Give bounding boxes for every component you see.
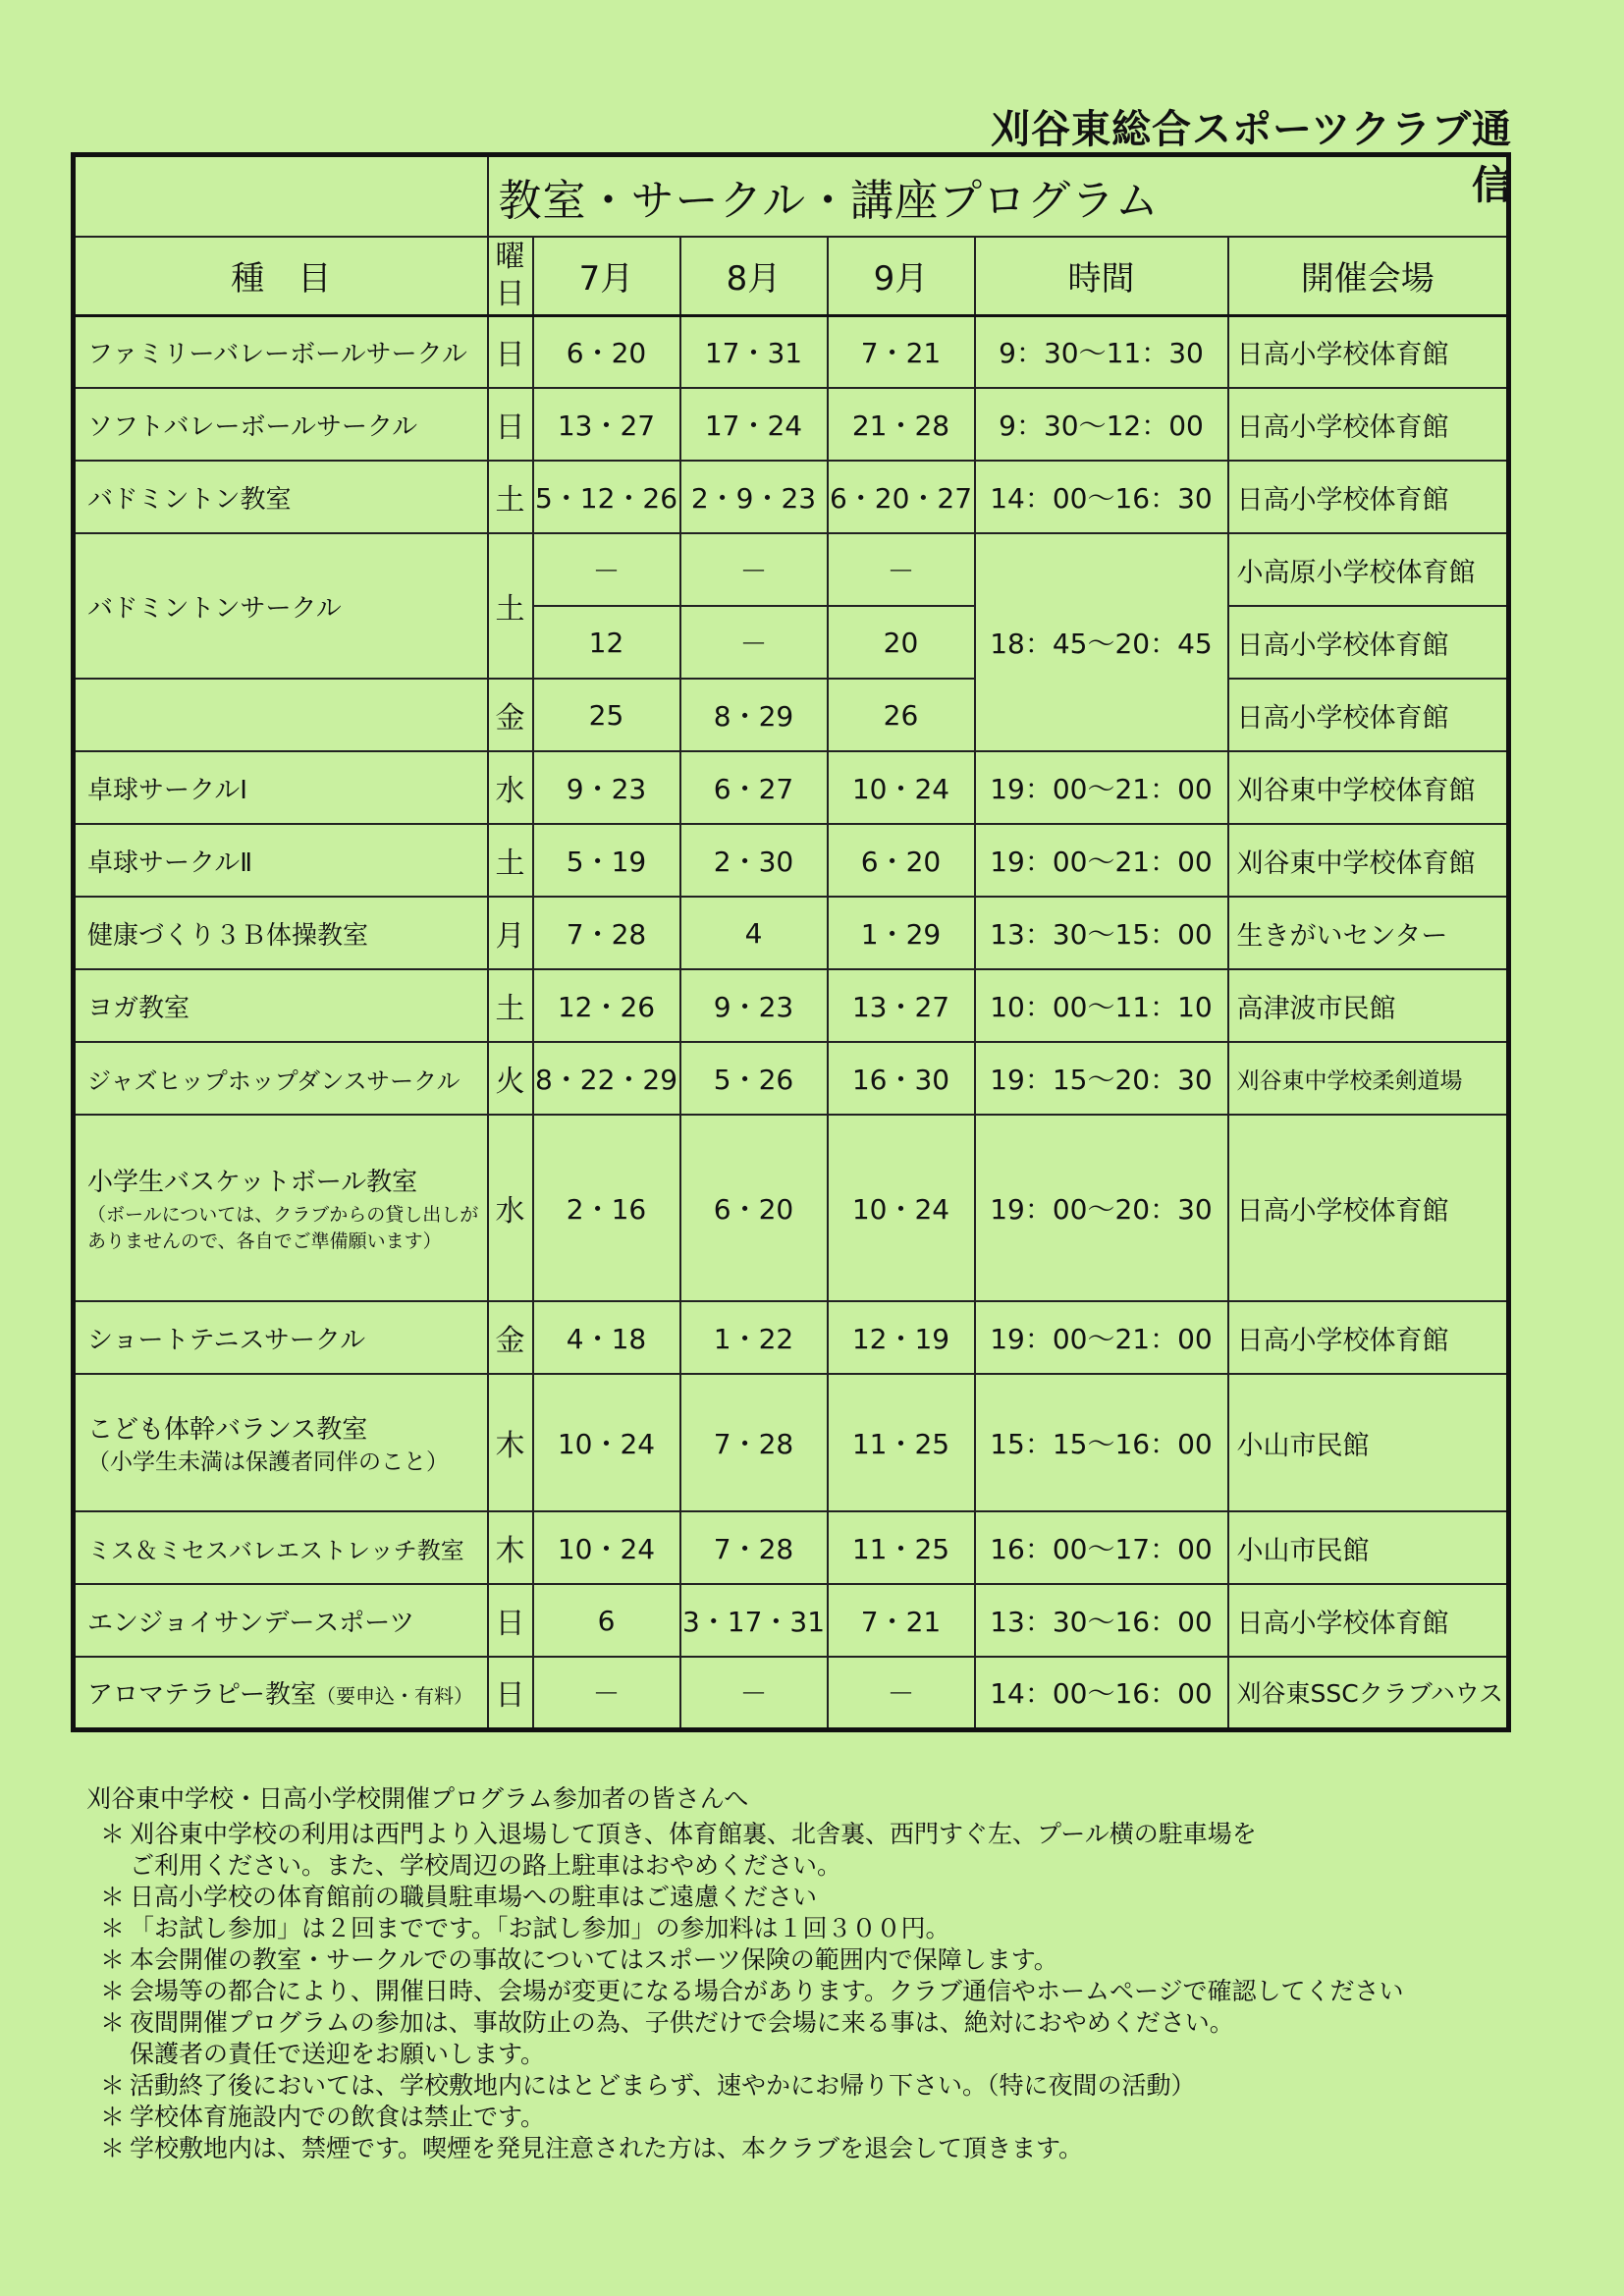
program-title: アロマテラピー教室 — [87, 1679, 316, 1710]
september-dates: 21・28 — [828, 388, 975, 461]
note-item — [86, 2133, 1520, 2164]
program-title: 小学生バスケットボール教室 — [87, 1167, 418, 1197]
note-text: 学校敷地内は、禁煙です。喫煙を発見注意された方は、本クラブを退会して頂きます。 — [130, 2134, 1084, 2162]
venue: 小山市民館 — [1228, 1374, 1509, 1511]
september-dates: 7・21 — [828, 315, 975, 388]
table-row — [74, 315, 1509, 388]
note-item — [86, 1944, 1520, 1976]
venue: 刈谷東中学校体育館 — [1228, 824, 1509, 897]
day-of-week: 日 — [488, 1584, 533, 1657]
september-dates: 11・25 — [828, 1511, 975, 1584]
program-name: 卓球サークルⅠ — [74, 751, 488, 824]
asterisk-bullet: ＊ — [100, 2103, 126, 2131]
note-text: ご利用ください。また、学校周辺の路上駐車はおやめください。 — [130, 1851, 842, 1880]
time-range: 19：15～20：30 — [975, 1042, 1228, 1115]
asterisk-bullet: ＊ — [100, 1883, 126, 1911]
july-dates: 6・20 — [533, 315, 680, 388]
time-range: 10：00～11：10 — [975, 969, 1228, 1042]
time-range: 13：30～15：00 — [975, 897, 1228, 969]
time-range: 9：30～12：00 — [975, 388, 1228, 461]
july-dates: 7・28 — [533, 897, 680, 969]
september-dates: 6・20・27 — [828, 461, 975, 533]
time-range: 19：00～21：00 — [975, 751, 1228, 824]
venue: 刈谷東中学校体育館 — [1228, 751, 1509, 824]
program-name: バドミントン教室 — [74, 461, 488, 533]
program-note: （ボールについては、クラブからの貸し出しが — [87, 1203, 479, 1226]
venue: 小高原小学校体育館 — [1228, 533, 1509, 606]
september-dates: 10・24 — [828, 751, 975, 824]
program-name: ショートテニスサークル — [74, 1301, 488, 1374]
venue: 日高小学校体育館 — [1228, 1301, 1509, 1374]
program-name — [74, 1374, 488, 1511]
time-range: 13：30～16：00 — [975, 1584, 1228, 1657]
venue: 刈谷東SSCクラブハウス — [1228, 1657, 1509, 1729]
august-dates: － — [680, 606, 828, 679]
august-dates: 7・28 — [680, 1511, 828, 1584]
program-name: エンジョイサンデースポーツ — [74, 1584, 488, 1657]
july-dates: 2・16 — [533, 1115, 680, 1301]
day-of-week: 木 — [488, 1511, 533, 1584]
day-of-week: 水 — [488, 1115, 533, 1301]
september-dates: 20 — [828, 606, 975, 679]
program-note: ありませんので、各自でご準備願います） — [87, 1230, 442, 1252]
program-name: ミス＆ミセスバレエストレッチ教室 — [74, 1511, 488, 1584]
september-dates: 12・19 — [828, 1301, 975, 1374]
table-row — [74, 1301, 1509, 1374]
july-dates: 6 — [533, 1584, 680, 1657]
july-dates: 4・18 — [533, 1301, 680, 1374]
venue: 生きがいセンター — [1228, 897, 1509, 969]
day-of-week: 日 — [488, 315, 533, 388]
program-note: （小学生未満は保護者同伴のこと） — [87, 1449, 449, 1475]
table-row — [74, 1511, 1509, 1584]
header-day: 曜 日 — [488, 237, 533, 315]
august-dates: 9・23 — [680, 969, 828, 1042]
table-row — [74, 1584, 1509, 1657]
table-row — [74, 679, 1509, 751]
day-of-week: 水 — [488, 751, 533, 824]
july-dates: 5・12・26 — [533, 461, 680, 533]
august-dates: 2・9・23 — [680, 461, 828, 533]
venue: 日高小学校体育館 — [1228, 461, 1509, 533]
september-dates: － — [828, 1657, 975, 1729]
day-of-week: 土 — [488, 824, 533, 897]
day-of-week: 土 — [488, 969, 533, 1042]
header-august: 8月 — [680, 237, 828, 315]
day-of-week: 月 — [488, 897, 533, 969]
table-row — [74, 388, 1509, 461]
day-of-week: 土 — [488, 461, 533, 533]
venue: 高津波市民館 — [1228, 969, 1509, 1042]
note-item — [86, 2070, 1520, 2102]
header-name: 種 目 — [74, 237, 488, 315]
september-dates: 1・29 — [828, 897, 975, 969]
program-table — [71, 152, 1511, 1732]
venue: 日高小学校体育館 — [1228, 1584, 1509, 1657]
time-range: 19：00～21：00 — [975, 824, 1228, 897]
table-row — [74, 461, 1509, 533]
time-range: 18：45～20：45 — [975, 533, 1228, 751]
august-dates: 2・30 — [680, 824, 828, 897]
asterisk-bullet: ＊ — [100, 1820, 126, 1848]
september-dates: 13・27 — [828, 969, 975, 1042]
asterisk-bullet: ＊ — [100, 1945, 126, 1974]
venue: 日高小学校体育館 — [1228, 315, 1509, 388]
participant-notes — [86, 1783, 1520, 2164]
september-dates: 6・20 — [828, 824, 975, 897]
asterisk-bullet: ＊ — [100, 2134, 126, 2162]
time-range: 9：30～11：30 — [975, 315, 1228, 388]
august-dates: 5・26 — [680, 1042, 828, 1115]
july-dates: 10・24 — [533, 1511, 680, 1584]
august-dates: 6・27 — [680, 751, 828, 824]
time-range: 14：00～16：30 — [975, 461, 1228, 533]
note-item — [86, 1913, 1520, 1944]
header-july: 7月 — [533, 237, 680, 315]
table-row — [74, 751, 1509, 824]
program-note: （要申込・有料） — [315, 1683, 473, 1708]
note-text: 保護者の責任で送迎をお願いします。 — [130, 2040, 546, 2068]
table-row — [74, 1657, 1509, 1729]
july-dates: 8・22・29 — [533, 1042, 680, 1115]
august-dates: 8・29 — [680, 679, 828, 751]
asterisk-bullet: ＊ — [100, 1977, 126, 2005]
asterisk-bullet: ＊ — [100, 1914, 126, 1942]
newsletter-title: 刈谷東総合スポーツクラブ通信 — [991, 107, 1512, 208]
time-range: 16：00～17：00 — [975, 1511, 1228, 1584]
day-of-week: 金 — [488, 1301, 533, 1374]
september-dates: 16・30 — [828, 1042, 975, 1115]
table-row — [74, 1374, 1509, 1511]
july-dates: 13・27 — [533, 388, 680, 461]
august-dates: 7・28 — [680, 1374, 828, 1511]
table-title: 教室・サークル・講座プログラム — [488, 155, 1509, 238]
venue: 日高小学校体育館 — [1228, 388, 1509, 461]
september-dates: 10・24 — [828, 1115, 975, 1301]
august-dates: 6・20 — [680, 1115, 828, 1301]
venue: 日高小学校体育館 — [1228, 679, 1509, 751]
asterisk-bullet: ＊ — [100, 2008, 126, 2037]
september-dates: 26 — [828, 679, 975, 751]
july-dates: 5・19 — [533, 824, 680, 897]
table-row — [74, 1042, 1509, 1115]
table-row — [74, 533, 1509, 606]
program-name: ヨガ教室 — [74, 969, 488, 1042]
july-dates: － — [533, 1657, 680, 1729]
note-text: 日高小学校の体育館前の職員駐車場への駐車はご遠慮ください — [130, 1883, 818, 1911]
program-name: ジャズヒップホップダンスサークル — [74, 1042, 488, 1115]
venue: 日高小学校体育館 — [1228, 1115, 1509, 1301]
venue: 日高小学校体育館 — [1228, 606, 1509, 679]
asterisk-bullet: ＊ — [100, 2071, 126, 2100]
july-dates: 9・23 — [533, 751, 680, 824]
note-text: 刈谷東中学校の利用は西門より入退場して頂き、体育館裏、北舎裏、西門すぐ左、プール横の駐車場を — [130, 1820, 1257, 1848]
note-text: 「お試し参加」は２回までです。「お試し参加」の参加料は１回３００円。 — [130, 1914, 950, 1942]
program-name: バドミントンサークル — [74, 533, 488, 679]
program-title: こども体幹バランス教室 — [87, 1415, 368, 1445]
header-time: 時間 — [975, 237, 1228, 315]
august-dates: 4 — [680, 897, 828, 969]
september-dates: 7・21 — [828, 1584, 975, 1657]
august-dates: 3・17・31 — [680, 1584, 828, 1657]
program-name: 健康づくり３Ｂ体操教室 — [74, 897, 488, 969]
header-venue: 開催会場 — [1228, 237, 1509, 315]
notes-list — [86, 1819, 1520, 2164]
program-name — [74, 1657, 488, 1729]
september-dates: 11・25 — [828, 1374, 975, 1511]
july-dates: 12 — [533, 606, 680, 679]
august-dates: － — [680, 1657, 828, 1729]
table-row — [74, 824, 1509, 897]
note-item — [86, 2102, 1520, 2133]
program-name: ソフトバレーボールサークル — [74, 388, 488, 461]
note-text: 本会開催の教室・サークルでの事故についてはスポーツ保険の範囲内で保障します。 — [130, 1945, 1058, 1974]
note-item — [86, 1882, 1520, 1913]
day-of-week: 土 — [488, 533, 533, 679]
note-item — [86, 2007, 1520, 2070]
table-header-row — [74, 237, 1509, 315]
note-text: 夜間開催プログラムの参加は、事故防止の為、子供だけで会場に来る事は、絶対におやめください。 — [130, 2008, 1234, 2037]
august-dates: － — [680, 533, 828, 606]
program-name — [74, 1115, 488, 1301]
day-of-week: 金 — [488, 679, 533, 751]
program-name: ファミリーバレーボールサークル — [74, 315, 488, 388]
header-september: 9月 — [828, 237, 975, 315]
program-name: 卓球サークルⅡ — [74, 824, 488, 897]
august-dates: 1・22 — [680, 1301, 828, 1374]
time-range: 15：15～16：00 — [975, 1374, 1228, 1511]
july-dates: 12・26 — [533, 969, 680, 1042]
time-range: 19：00～20：30 — [975, 1115, 1228, 1301]
september-dates: － — [828, 533, 975, 606]
venue: 小山市民館 — [1228, 1511, 1509, 1584]
time-range: 14：00～16：00 — [975, 1657, 1228, 1729]
table-row — [74, 969, 1509, 1042]
day-of-week: 日 — [488, 388, 533, 461]
note-text: 会場等の都合により、開催日時、会場が変更になる場合があります。クラブ通信やホームページで確認してください — [130, 1977, 1404, 2005]
note-item — [86, 1819, 1520, 1882]
time-range: 19：00～21：00 — [975, 1301, 1228, 1374]
july-dates: 25 — [533, 679, 680, 751]
note-text: 学校体育施設内での飲食は禁止です。 — [130, 2103, 546, 2131]
day-of-week: 日 — [488, 1657, 533, 1729]
day-of-week: 火 — [488, 1042, 533, 1115]
note-item — [86, 1976, 1520, 2007]
table-row — [74, 897, 1509, 969]
notes-intro: 刈谷東中学校・日高小学校開催プログラム参加者の皆さんへ — [86, 1784, 749, 1813]
july-dates: － — [533, 533, 680, 606]
day-of-week: 木 — [488, 1374, 533, 1511]
note-text: 活動終了後においては、学校敷地内にはとどまらず、速やかにお帰り下さい。（特に夜間の活動） — [130, 2071, 1196, 2100]
august-dates: 17・24 — [680, 388, 828, 461]
table-row — [74, 1115, 1509, 1301]
august-dates: 17・31 — [680, 315, 828, 388]
venue: 刈谷東中学校柔剣道場 — [1228, 1042, 1509, 1115]
july-dates: 10・24 — [533, 1374, 680, 1511]
